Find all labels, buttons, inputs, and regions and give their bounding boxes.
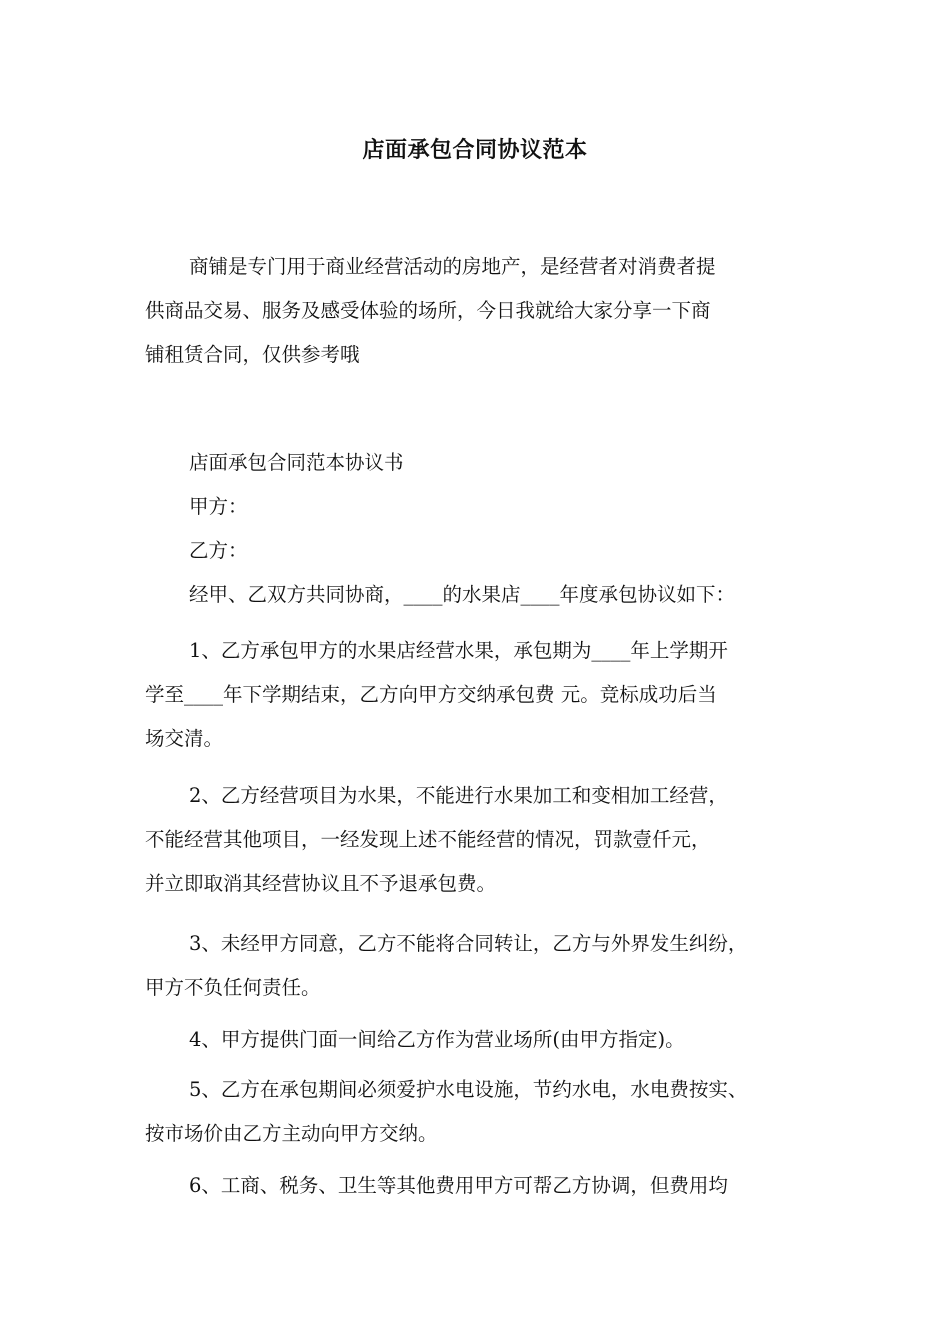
text-line: 商铺是专门用于商业经营活动的房地产，是经营者对消费者提 xyxy=(189,255,716,278)
text-line: 甲方不负任何责任。 xyxy=(145,976,321,999)
text-line: 铺租赁合同，仅供参考哦 xyxy=(145,343,360,366)
text-line: 2、乙方经营项目为水果，不能进行水果加工和变相加工经营， xyxy=(189,784,728,807)
text-line: 4、甲方提供门面一间给乙方作为营业场所(由甲方指定)。 xyxy=(189,1028,685,1051)
clause-1 xyxy=(145,629,810,761)
text-line: 不能经营其他项目，一经发现上述不能经营的情况，罚款壹仟元， xyxy=(145,828,711,851)
text-line: 供商品交易、服务及感受体验的场所，今日我就给大家分享一下商 xyxy=(145,299,711,322)
text-line: 学至____年下学期结束，乙方向甲方交纳承包费 元。竞标成功后当 xyxy=(145,683,717,706)
text-line: 并立即取消其经营协议且不予退承包费。 xyxy=(145,872,497,895)
clause-4 xyxy=(145,1018,810,1062)
intro-paragraph xyxy=(145,245,810,377)
text-line: 3、未经甲方同意，乙方不能将合同转让，乙方与外界发生纠纷， xyxy=(189,932,748,955)
text-line: 场交清。 xyxy=(145,727,224,750)
document-title: 店面承包合同协议范本 xyxy=(362,138,588,163)
clause-2 xyxy=(145,774,810,906)
clause-3 xyxy=(145,922,810,1010)
text-line: 按市场价由乙方主动向甲方交纳。 xyxy=(145,1122,438,1145)
text-line: 6、工商、税务、卫生等其他费用甲方可帮乙方协调，但费用均 xyxy=(189,1174,728,1197)
clause-5 xyxy=(145,1068,810,1156)
preamble-line: 经甲、乙双方共同协商，____的水果店____年度承包协议如下： xyxy=(189,583,736,606)
party-b-label: 乙方： xyxy=(189,539,248,562)
text-line: 5、乙方在承包期间必须爱护水电设施，节约水电，水电费按实、 xyxy=(189,1078,748,1101)
text-line: 1、乙方承包甲方的水果店经营水果，承包期为____年上学期开 xyxy=(189,639,728,662)
clause-6 xyxy=(145,1164,810,1208)
party-a-label: 甲方： xyxy=(189,495,248,518)
agreement-heading: 店面承包合同范本协议书 xyxy=(189,451,404,474)
agreement-body xyxy=(145,441,810,617)
